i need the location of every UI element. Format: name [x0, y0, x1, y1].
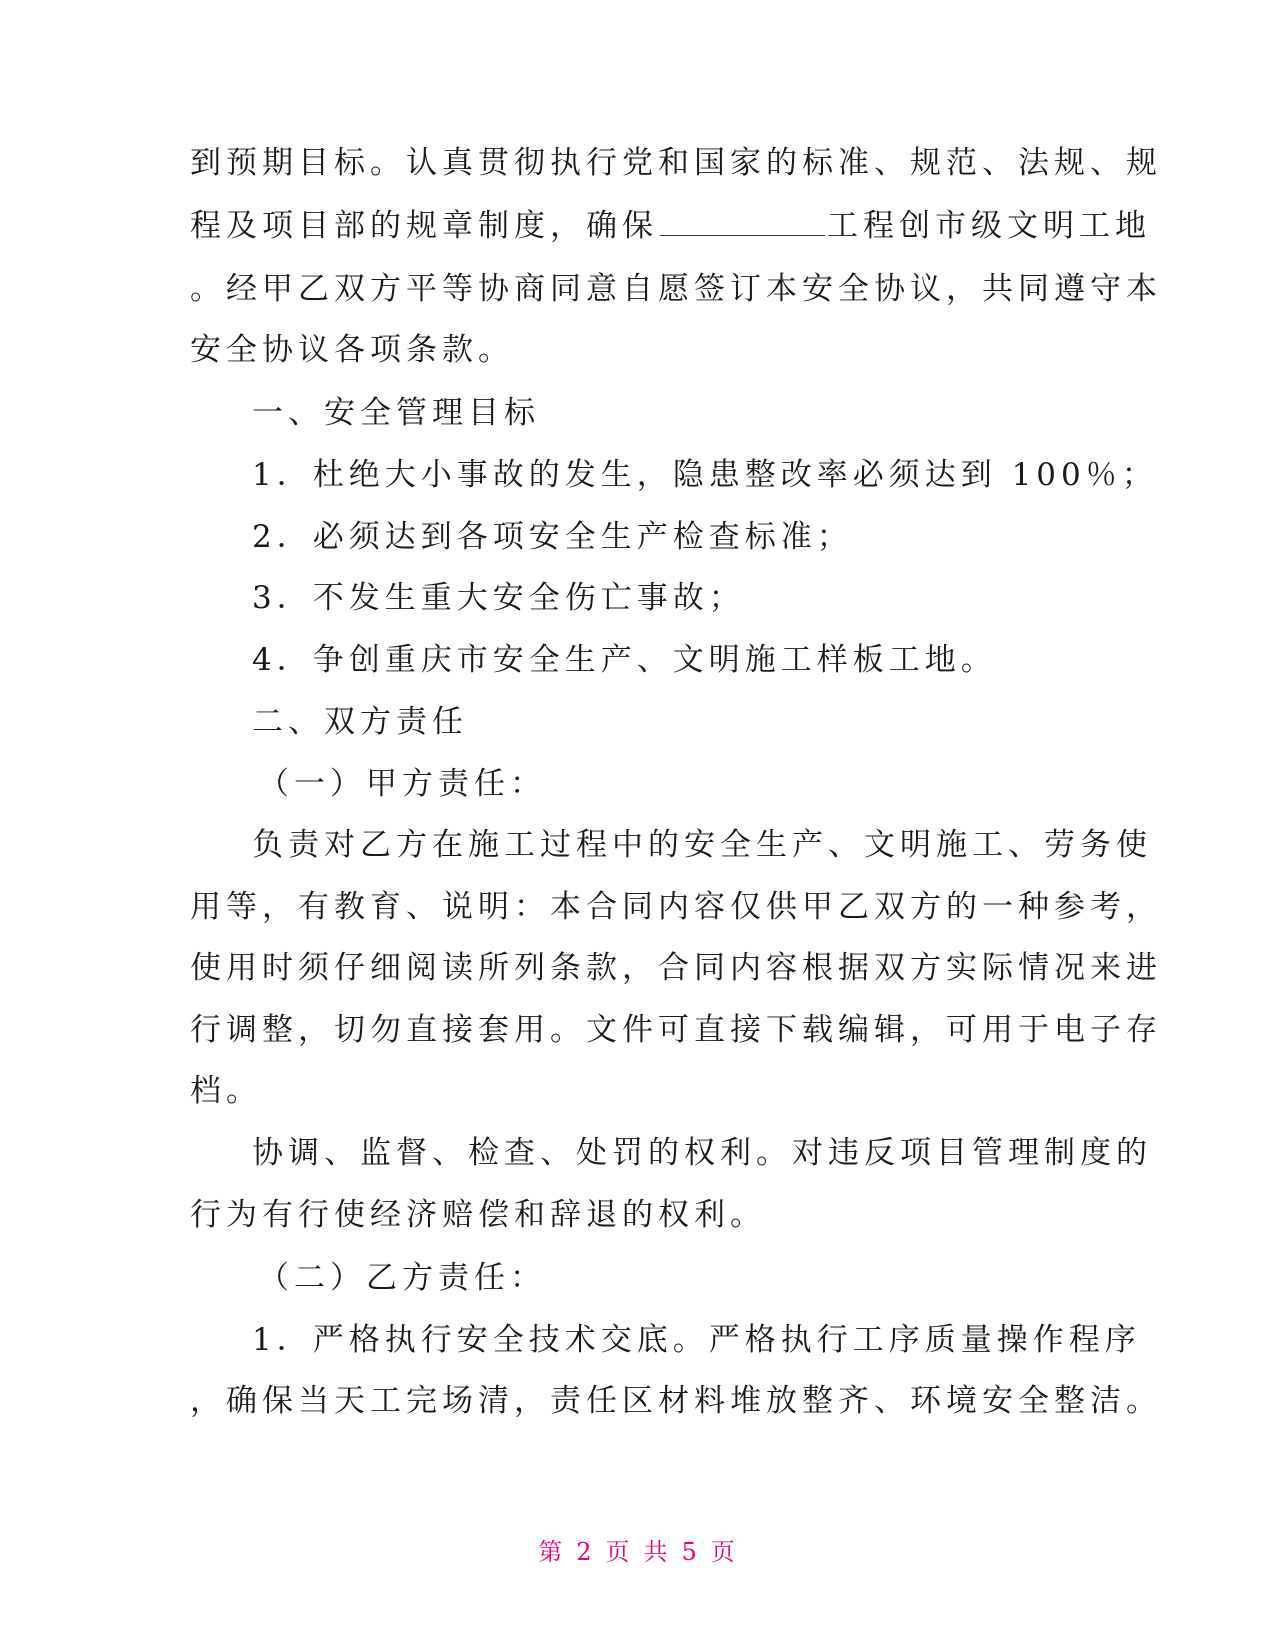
page-number-footer — [0, 1532, 1275, 1567]
party-a-para1-line-5: 档。 — [190, 1073, 262, 1109]
party-b-item-1-line-1: 1．严格执行安全技术交底。严格执行工序质量操作程序 — [252, 1322, 1141, 1358]
party-a-para1-line-3: 使用时须仔细阅读所列条款，合同内容根据双方实际情况来进 — [190, 950, 1162, 986]
footer-prefix: 第 — [538, 1538, 565, 1566]
intro-line-3: 。经甲乙双方平等协商同意自愿签订本安全协议，共同遵守本 — [190, 271, 1162, 307]
party-a-para1-line-1: 负责对乙方在施工过程中的安全生产、文明施工、劳务使 — [252, 827, 1152, 863]
party-a-para2-line-1: 协调、监督、检查、处罚的权利。对违反项目管理制度的 — [252, 1135, 1152, 1171]
goal-item-2: 2．必须达到各项安全生产检查标准； — [252, 519, 853, 555]
intro-line-1: 到预期目标。认真贯彻执行党和国家的标准、规范、法规、规 — [190, 145, 1162, 181]
party-a-para1-line-4: 行调整，切勿直接套用。文件可直接下载编辑，可用于电子存 — [190, 1012, 1162, 1048]
footer-current-page: 2 — [576, 1538, 594, 1566]
intro-line-2-before: 程及项目部的规章制度，确保 — [190, 208, 658, 244]
intro-line-2-after: 工程创市级文明工地 — [827, 208, 1151, 244]
intro-line-4: 安全协议各项条款。 — [190, 332, 514, 368]
party-a-para2-line-2: 行为有行使经济赔偿和辞退的权利。 — [190, 1197, 766, 1233]
footer-total-pages: 5 — [681, 1538, 699, 1566]
footer-page-word: 页 — [605, 1538, 632, 1566]
party-a-para1-line-2: 用等，有教育、说明：本合同内容仅供甲乙双方的一种参考， — [190, 889, 1162, 925]
footer-total-prefix: 共 — [643, 1538, 670, 1566]
intro-line-2 — [190, 206, 1151, 246]
section-1-heading: 一、安全管理目标 — [252, 395, 540, 431]
goal-item-4: 4．争创重庆市安全生产、文明施工样板工地。 — [252, 642, 997, 678]
party-b-item-1-line-2: ，确保当天工完场清，责任区材料堆放整齐、环境安全整洁。 — [190, 1383, 1162, 1419]
goal-item-3: 3．不发生重大安全伤亡事故； — [252, 580, 745, 616]
footer-suffix: 页 — [710, 1538, 737, 1566]
section-2-heading: 二、双方责任 — [252, 704, 468, 740]
goal-item-1: 1．杜绝大小事故的发生，隐患整改率必须达到 100％； — [252, 457, 1158, 493]
project-name-blank — [660, 209, 825, 236]
party-b-heading: （二）乙方责任： — [258, 1260, 546, 1296]
party-a-heading: （一）甲方责任： — [258, 766, 546, 802]
